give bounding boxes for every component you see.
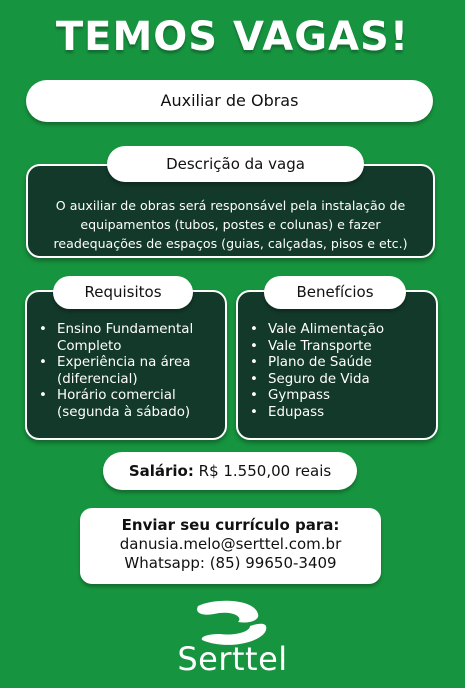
benefits-panel bbox=[236, 290, 438, 440]
page-title: TEMOS VAGAS! bbox=[55, 14, 410, 60]
bullet-icon: • bbox=[250, 388, 258, 403]
list-item: • Gympass bbox=[250, 388, 331, 403]
benefits-label: Benefícios bbox=[264, 276, 406, 309]
description-text: O auxiliar de obras será responsável pela instalação de equipamentos (tubos, postes e colunas) e fazer readequações de espaços (guias, calçadas, pisos e etc.) bbox=[53, 198, 408, 251]
requirements-panel bbox=[25, 290, 227, 440]
job-title-pill: Auxiliar de Obras bbox=[26, 80, 433, 122]
list-item: • Vale Transporte bbox=[250, 338, 372, 354]
contact-box bbox=[80, 508, 381, 584]
bullet-icon: • bbox=[39, 355, 47, 370]
salary-pill bbox=[103, 452, 357, 490]
bullet-icon: • bbox=[250, 404, 258, 420]
bullet-icon: • bbox=[39, 322, 47, 337]
bullet-icon: • bbox=[250, 322, 258, 337]
bullet-icon: • bbox=[250, 355, 258, 370]
requirements-list bbox=[37, 322, 221, 421]
description-label: Descrição da vaga bbox=[107, 146, 364, 182]
brand-name: Serttel bbox=[177, 640, 288, 678]
list-item: • Vale Alimentação bbox=[250, 322, 385, 337]
list-item: • Horário comercial (segunda à sábado) bbox=[39, 388, 191, 420]
contact-heading: Enviar seu currículo para: bbox=[121, 516, 340, 534]
salary-label: Salário: bbox=[128, 462, 194, 480]
salary-value: R$ 1.550,00 reais bbox=[198, 462, 332, 480]
contact-whatsapp[interactable]: Whatsapp: (85) 99650-3409 bbox=[124, 554, 337, 572]
list-item: • Experiência na área (diferencial) bbox=[39, 355, 191, 387]
logo-upper-swoosh bbox=[197, 601, 258, 623]
requirements-label: Requisitos bbox=[53, 276, 193, 309]
list-item: • Edupass bbox=[250, 404, 325, 420]
list-item: • Ensino Fundamental Completo bbox=[39, 322, 194, 354]
bullet-icon: • bbox=[250, 338, 258, 354]
bullet-icon: • bbox=[39, 388, 47, 403]
contact-email[interactable]: danusia.melo@serttel.com.br bbox=[119, 535, 342, 553]
list-item: • Plano de Saúde bbox=[250, 355, 372, 370]
benefits-list bbox=[248, 322, 432, 421]
bullet-icon: • bbox=[250, 371, 258, 387]
list-item: • Seguro de Vida bbox=[250, 371, 370, 387]
